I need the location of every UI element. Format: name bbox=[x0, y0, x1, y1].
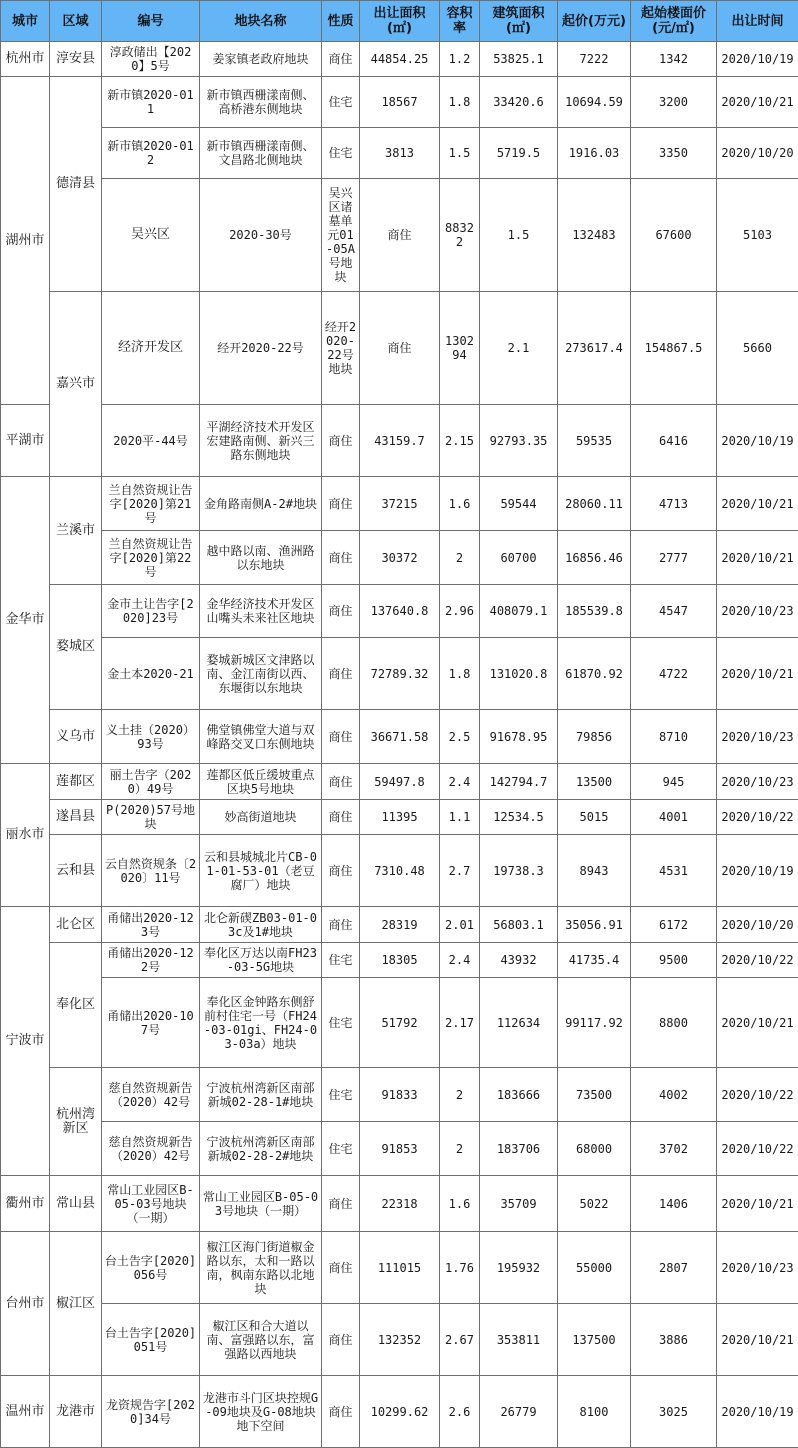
header-far: 容积率 bbox=[440, 1, 480, 42]
area-cell: 111015 bbox=[360, 1232, 440, 1304]
table-row bbox=[1, 292, 798, 405]
date-cell: 2020/10/21 bbox=[717, 638, 798, 710]
header-city: 城市 bbox=[1, 1, 50, 42]
date-cell: 2020/10/20 bbox=[717, 128, 798, 179]
code-cell: 2020平-44号 bbox=[102, 405, 200, 477]
date-cell: 2020/10/19 bbox=[717, 1376, 798, 1448]
floor-price-cell: 4002 bbox=[631, 1068, 717, 1122]
district-cell: 椒江区 bbox=[50, 1232, 102, 1376]
date-cell: 2020/10/22 bbox=[717, 943, 798, 978]
city-cell: 湖州市 bbox=[1, 77, 50, 405]
date-cell: 2020/10/21 bbox=[717, 531, 798, 585]
district-cell: 北仑区 bbox=[50, 907, 102, 943]
table-row bbox=[1, 477, 798, 531]
floor-price-cell: 9500 bbox=[631, 943, 717, 978]
nature-cell: 商住 bbox=[360, 179, 440, 292]
area-cell: 30372 bbox=[360, 531, 440, 585]
table-row bbox=[1, 585, 798, 638]
build-area-cell: 56803.1 bbox=[480, 907, 558, 943]
nature-cell: 商住 bbox=[322, 531, 360, 585]
nature-cell: 商住 bbox=[322, 1304, 360, 1376]
start-price-cell: 5022 bbox=[558, 1176, 631, 1232]
build-area-cell: 131020.8 bbox=[480, 638, 558, 710]
table-row bbox=[1, 800, 798, 835]
far-cell: 1.5 bbox=[440, 128, 480, 179]
date-cell: 2020/10/21 bbox=[717, 978, 798, 1068]
code-cell: 淳政储出【2020】5号 bbox=[102, 42, 200, 77]
build-area-cell: 408079.1 bbox=[480, 585, 558, 638]
parcel-name-cell: 椒江区海门街道椒金路以东，太和一路以南，枫南东路以北地块 bbox=[200, 1232, 322, 1304]
floor-price-cell: 2777 bbox=[631, 531, 717, 585]
build-area-cell: 35709 bbox=[480, 1176, 558, 1232]
far-cell: 1.1 bbox=[440, 800, 480, 835]
nature-cell: 商住 bbox=[322, 405, 360, 477]
nature-cell: 商住 bbox=[322, 907, 360, 943]
far-cell: 2.1 bbox=[480, 292, 558, 405]
far-cell: 1.6 bbox=[440, 1176, 480, 1232]
far-cell: 1.8 bbox=[440, 638, 480, 710]
area-cell: 43159.7 bbox=[360, 405, 440, 477]
floor-price-cell: 1342 bbox=[631, 42, 717, 77]
district-cell: 平湖市 bbox=[1, 405, 50, 477]
start-price-cell: 28060.11 bbox=[558, 477, 631, 531]
date-cell: 2020/10/23 bbox=[717, 710, 798, 764]
code-cell: 甬储出2020-123号 bbox=[102, 907, 200, 943]
nature-cell: 商住 bbox=[322, 1376, 360, 1448]
date-cell: 2020/10/22 bbox=[717, 800, 798, 835]
district-cell: 婺城区 bbox=[50, 585, 102, 710]
district-cell: 常山县 bbox=[50, 1176, 102, 1232]
city-cell: 温州市 bbox=[1, 1376, 50, 1448]
floor-price-cell: 6416 bbox=[631, 405, 717, 477]
table-row bbox=[1, 638, 798, 710]
build-area-cell: 5719.5 bbox=[480, 128, 558, 179]
date-cell: 2020/10/20 bbox=[717, 907, 798, 943]
build-area-cell: 273617.4 bbox=[558, 292, 631, 405]
date-cell: 2020/10/19 bbox=[717, 405, 798, 477]
code-cell: 经开2020-22号 bbox=[200, 292, 322, 405]
build-area-cell: 183706 bbox=[480, 1122, 558, 1176]
far-cell: 1.76 bbox=[440, 1232, 480, 1304]
start-price-cell: 99117.92 bbox=[558, 978, 631, 1068]
start-price-cell: 79856 bbox=[558, 710, 631, 764]
far-cell: 2.5 bbox=[440, 710, 480, 764]
district-cell: 莲都区 bbox=[50, 764, 102, 800]
parcel-name-cell: 越中路以南、渔洲路以东地块 bbox=[200, 531, 322, 585]
floor-price-cell: 8800 bbox=[631, 978, 717, 1068]
code-cell: 兰自然资规让告字[2020]第22号 bbox=[102, 531, 200, 585]
area-cell: 10299.62 bbox=[360, 1376, 440, 1448]
area-cell: 37215 bbox=[360, 477, 440, 531]
area-cell: 130294 bbox=[440, 292, 480, 405]
start-price-cell: 16856.46 bbox=[558, 531, 631, 585]
build-area-cell: 53825.1 bbox=[480, 42, 558, 77]
header-nature: 性质 bbox=[322, 1, 360, 42]
floor-price-cell: 3702 bbox=[631, 1122, 717, 1176]
parcel-name-cell: 宁波杭州湾新区南部新城02-28-2#地块 bbox=[200, 1122, 322, 1176]
city-cell: 嘉兴市 bbox=[50, 292, 102, 477]
build-area-cell: 59544 bbox=[480, 477, 558, 531]
parcel-name-cell: 金华经济技术开发区山嘴头未来社区地块 bbox=[200, 585, 322, 638]
parcel-name-cell: 北仑新碶ZB03-01-03c及1#地块 bbox=[200, 907, 322, 943]
far-cell: 2 bbox=[440, 1068, 480, 1122]
nature-cell: 商住 bbox=[322, 1176, 360, 1232]
start-price-cell: 59535 bbox=[558, 405, 631, 477]
start-price-cell: 185539.8 bbox=[558, 585, 631, 638]
parcel-name-cell: 姜家镇老政府地块 bbox=[200, 42, 322, 77]
area-cell: 22318 bbox=[360, 1176, 440, 1232]
floor-price-cell: 6172 bbox=[631, 907, 717, 943]
far-cell: 2.96 bbox=[440, 585, 480, 638]
nature-cell: 商住 bbox=[322, 42, 360, 77]
nature-cell: 商住 bbox=[360, 292, 440, 405]
parcel-name-cell: 经开2020-22号地块 bbox=[322, 292, 360, 405]
date-cell: 2020/10/23 bbox=[717, 764, 798, 800]
far-cell: 2.4 bbox=[440, 943, 480, 978]
nature-cell: 住宅 bbox=[322, 978, 360, 1068]
start-price-cell: 8943 bbox=[558, 835, 631, 907]
floor-price-cell: 3886 bbox=[631, 1304, 717, 1376]
far-cell: 2 bbox=[440, 1122, 480, 1176]
floor-price-cell: 4547 bbox=[631, 585, 717, 638]
floor-price-cell: 4713 bbox=[631, 477, 717, 531]
code-cell: 甬储出2020-107号 bbox=[102, 978, 200, 1068]
date-cell: 2020/10/22 bbox=[717, 1068, 798, 1122]
start-price-cell: 41735.4 bbox=[558, 943, 631, 978]
area-cell: 88322 bbox=[440, 179, 480, 292]
build-area-cell: 19738.3 bbox=[480, 835, 558, 907]
floor-price-cell: 5660 bbox=[717, 292, 798, 405]
district-cell: 遂昌县 bbox=[50, 800, 102, 835]
far-cell: 2.4 bbox=[440, 764, 480, 800]
floor-price-cell: 4722 bbox=[631, 638, 717, 710]
parcel-name-cell: 常山工业园区B-05-03号地块（一期） bbox=[200, 1176, 322, 1232]
header-date: 出让时间 bbox=[717, 1, 798, 42]
parcel-name-cell: 新市镇西栅漾南侧、文昌路北侧地块 bbox=[200, 128, 322, 179]
far-cell: 2.17 bbox=[440, 978, 480, 1068]
header-district: 区域 bbox=[50, 1, 102, 42]
date-cell: 2020/10/22 bbox=[717, 1122, 798, 1176]
parcel-name-cell: 云和县城城北片CB-01-01-53-01（老豆腐厂）地块 bbox=[200, 835, 322, 907]
code-cell: 2020-30号 bbox=[200, 179, 322, 292]
district-cell: 杭州湾新区 bbox=[50, 1068, 102, 1176]
area-cell: 59497.8 bbox=[360, 764, 440, 800]
code-cell: 龙资规告字[2020]34号 bbox=[102, 1376, 200, 1448]
far-cell: 2.6 bbox=[440, 1376, 480, 1448]
district-cell: 吴兴区 bbox=[102, 179, 200, 292]
code-cell: 台土告字[2020]056号 bbox=[102, 1232, 200, 1304]
nature-cell: 商住 bbox=[322, 638, 360, 710]
date-cell: 2020/10/21 bbox=[717, 77, 798, 128]
table-header-row bbox=[1, 1, 798, 42]
build-area-cell: 33420.6 bbox=[480, 77, 558, 128]
code-cell: 兰自然资规让告字[2020]第21号 bbox=[102, 477, 200, 531]
city-cell: 丽水市 bbox=[1, 764, 50, 907]
code-cell: 云自然资规条〔2020〕11号 bbox=[102, 835, 200, 907]
floor-price-cell: 3200 bbox=[631, 77, 717, 128]
far-cell: 2.15 bbox=[440, 405, 480, 477]
date-cell: 2020/10/21 bbox=[717, 1304, 798, 1376]
build-area-cell: 132483 bbox=[558, 179, 631, 292]
area-cell: 36671.58 bbox=[360, 710, 440, 764]
district-cell: 德清县 bbox=[50, 77, 102, 292]
nature-cell: 商住 bbox=[322, 1232, 360, 1304]
floor-price-cell: 3350 bbox=[631, 128, 717, 179]
header-start-price: 起价(万元) bbox=[558, 1, 631, 42]
start-price-cell: 154867.5 bbox=[631, 292, 717, 405]
table-row bbox=[1, 1122, 798, 1176]
start-price-cell: 8100 bbox=[558, 1376, 631, 1448]
table-row bbox=[1, 835, 798, 907]
table-row bbox=[1, 1068, 798, 1122]
far-cell: 2.67 bbox=[440, 1304, 480, 1376]
code-cell: 新市镇2020-012 bbox=[102, 128, 200, 179]
header-code: 编号 bbox=[102, 1, 200, 42]
build-area-cell: 183666 bbox=[480, 1068, 558, 1122]
nature-cell: 商住 bbox=[322, 764, 360, 800]
floor-price-cell: 3025 bbox=[631, 1376, 717, 1448]
city-cell: 宁波市 bbox=[1, 907, 50, 1176]
table-row bbox=[1, 42, 798, 77]
nature-cell: 住宅 bbox=[322, 1068, 360, 1122]
code-cell: P(2020)57号地块 bbox=[102, 800, 200, 835]
table-row bbox=[1, 943, 798, 978]
build-area-cell: 12534.5 bbox=[480, 800, 558, 835]
nature-cell: 商住 bbox=[322, 585, 360, 638]
area-cell: 137640.8 bbox=[360, 585, 440, 638]
date-cell: 2020/10/19 bbox=[717, 42, 798, 77]
far-cell: 2.01 bbox=[440, 907, 480, 943]
city-cell: 杭州市 bbox=[1, 42, 50, 77]
start-price-cell: 67600 bbox=[631, 179, 717, 292]
code-cell: 金土本2020-21 bbox=[102, 638, 200, 710]
table-row bbox=[1, 710, 798, 764]
far-cell: 1.2 bbox=[440, 42, 480, 77]
code-cell: 慈自然资规新告（2020）42号 bbox=[102, 1122, 200, 1176]
parcel-name-cell: 奉化区万达以南FH23-03-5G地块 bbox=[200, 943, 322, 978]
date-cell: 2020/10/23 bbox=[717, 585, 798, 638]
date-cell: 2020/10/19 bbox=[717, 835, 798, 907]
start-price-cell: 68000 bbox=[558, 1122, 631, 1176]
floor-price-cell: 4001 bbox=[631, 800, 717, 835]
table-row bbox=[1, 1176, 798, 1232]
parcel-name-cell: 龙港市斗门区块控规G-09地块及G-08地块地下空间 bbox=[200, 1376, 322, 1448]
start-price-cell: 55000 bbox=[558, 1232, 631, 1304]
start-price-cell: 13500 bbox=[558, 764, 631, 800]
area-cell: 28319 bbox=[360, 907, 440, 943]
parcel-name-cell: 妙高街道地块 bbox=[200, 800, 322, 835]
area-cell: 44854.25 bbox=[360, 42, 440, 77]
build-area-cell: 91678.95 bbox=[480, 710, 558, 764]
table-row bbox=[1, 1232, 798, 1304]
build-area-cell: 112634 bbox=[480, 978, 558, 1068]
parcel-name-cell: 婺城新城区文津路以南、金江南街以西、东堰街以东地块 bbox=[200, 638, 322, 710]
city-cell: 台州市 bbox=[1, 1232, 50, 1376]
district-cell: 龙港市 bbox=[50, 1376, 102, 1448]
code-cell: 台土告字[2020]051号 bbox=[102, 1304, 200, 1376]
parcel-name-cell: 平湖经济技术开发区宏建路南侧、新兴三路东侧地块 bbox=[200, 405, 322, 477]
start-price-cell: 7222 bbox=[558, 42, 631, 77]
nature-cell: 商住 bbox=[322, 800, 360, 835]
floor-price-cell: 2807 bbox=[631, 1232, 717, 1304]
build-area-cell: 195932 bbox=[480, 1232, 558, 1304]
code-cell: 丽土告字（2020）49号 bbox=[102, 764, 200, 800]
build-area-cell: 353811 bbox=[480, 1304, 558, 1376]
parcel-name-cell: 金角路南侧A-2#地块 bbox=[200, 477, 322, 531]
table-row bbox=[1, 128, 798, 179]
floor-price-cell: 945 bbox=[631, 764, 717, 800]
nature-cell: 商住 bbox=[322, 477, 360, 531]
area-cell: 11395 bbox=[360, 800, 440, 835]
code-cell: 甬储出2020-122号 bbox=[102, 943, 200, 978]
nature-cell: 住宅 bbox=[322, 128, 360, 179]
table-row bbox=[1, 405, 798, 477]
nature-cell: 住宅 bbox=[322, 943, 360, 978]
area-cell: 91853 bbox=[360, 1122, 440, 1176]
table-row bbox=[1, 764, 798, 800]
table-row bbox=[1, 907, 798, 943]
table-row bbox=[1, 531, 798, 585]
area-cell: 51792 bbox=[360, 978, 440, 1068]
district-cell: 奉化区 bbox=[50, 943, 102, 1068]
table-row bbox=[1, 77, 798, 128]
code-cell: 金市土让告字[2020]23号 bbox=[102, 585, 200, 638]
parcel-name-cell: 吴兴区诸墓单元01-05A号地块 bbox=[322, 179, 360, 292]
parcel-name-cell: 佛堂镇佛堂大道与双峰路交叉口东侧地块 bbox=[200, 710, 322, 764]
build-area-cell: 92793.35 bbox=[480, 405, 558, 477]
start-price-cell: 5015 bbox=[558, 800, 631, 835]
nature-cell: 住宅 bbox=[322, 77, 360, 128]
header-floor-price: 起始楼面价(元/㎡) bbox=[631, 1, 717, 42]
nature-cell: 商住 bbox=[322, 835, 360, 907]
area-cell: 91833 bbox=[360, 1068, 440, 1122]
start-price-cell: 137500 bbox=[558, 1304, 631, 1376]
build-area-cell: 142794.7 bbox=[480, 764, 558, 800]
district-cell: 云和县 bbox=[50, 835, 102, 907]
floor-price-cell: 4531 bbox=[631, 835, 717, 907]
far-cell: 2.7 bbox=[440, 835, 480, 907]
district-cell: 经济开发区 bbox=[102, 292, 200, 405]
parcel-name-cell: 椒江区和合大道以南、富强路以东，富强路以西地块 bbox=[200, 1304, 322, 1376]
floor-price-cell: 1406 bbox=[631, 1176, 717, 1232]
header-build-area: 建筑面积(㎡) bbox=[480, 1, 558, 42]
far-cell: 1.8 bbox=[440, 77, 480, 128]
table-row bbox=[1, 978, 798, 1068]
area-cell: 3813 bbox=[360, 128, 440, 179]
start-price-cell: 10694.59 bbox=[558, 77, 631, 128]
start-price-cell: 61870.92 bbox=[558, 638, 631, 710]
code-cell: 新市镇2020-011 bbox=[102, 77, 200, 128]
far-cell: 1.6 bbox=[440, 477, 480, 531]
start-price-cell: 1916.03 bbox=[558, 128, 631, 179]
header-parcel-name: 地块名称 bbox=[200, 1, 322, 42]
nature-cell: 住宅 bbox=[322, 1122, 360, 1176]
parcel-name-cell: 新市镇西栅漾南侧、高桥港东侧地块 bbox=[200, 77, 322, 128]
area-cell: 7310.48 bbox=[360, 835, 440, 907]
date-cell: 2020/10/23 bbox=[717, 1232, 798, 1304]
table-row bbox=[1, 179, 798, 292]
area-cell: 18305 bbox=[360, 943, 440, 978]
date-cell: 2020/10/21 bbox=[717, 477, 798, 531]
area-cell: 18567 bbox=[360, 77, 440, 128]
build-area-cell: 60700 bbox=[480, 531, 558, 585]
district-cell: 义乌市 bbox=[50, 710, 102, 764]
parcel-name-cell: 莲都区低丘缓坡重点区块5号地块 bbox=[200, 764, 322, 800]
area-cell: 72789.32 bbox=[360, 638, 440, 710]
date-cell: 2020/10/21 bbox=[717, 1176, 798, 1232]
start-price-cell: 73500 bbox=[558, 1068, 631, 1122]
city-cell: 金华市 bbox=[1, 477, 50, 764]
far-cell: 2 bbox=[440, 531, 480, 585]
build-area-cell: 26779 bbox=[480, 1376, 558, 1448]
code-cell: 慈自然资规新告（2020）42号 bbox=[102, 1068, 200, 1122]
parcel-name-cell: 奉化区金钟路东侧舒前村住宅一号（FH24-03-01gi、FH24-03-03a）地块 bbox=[200, 978, 322, 1068]
header-area: 出让面积(㎡) bbox=[360, 1, 440, 42]
floor-price-cell: 5103 bbox=[717, 179, 798, 292]
floor-price-cell: 8710 bbox=[631, 710, 717, 764]
code-cell: 义土挂（2020）93号 bbox=[102, 710, 200, 764]
nature-cell: 商住 bbox=[322, 710, 360, 764]
district-cell: 淳安县 bbox=[50, 42, 102, 77]
code-cell: 常山工业园区B-05-03号地块（一期） bbox=[102, 1176, 200, 1232]
table-row bbox=[1, 1304, 798, 1376]
area-cell: 132352 bbox=[360, 1304, 440, 1376]
far-cell: 1.5 bbox=[480, 179, 558, 292]
city-cell: 衢州市 bbox=[1, 1176, 50, 1232]
parcel-name-cell: 宁波杭州湾新区南部新城02-28-1#地块 bbox=[200, 1068, 322, 1122]
table-row bbox=[1, 1376, 798, 1448]
start-price-cell: 35056.91 bbox=[558, 907, 631, 943]
district-cell: 兰溪市 bbox=[50, 477, 102, 585]
build-area-cell: 43932 bbox=[480, 943, 558, 978]
